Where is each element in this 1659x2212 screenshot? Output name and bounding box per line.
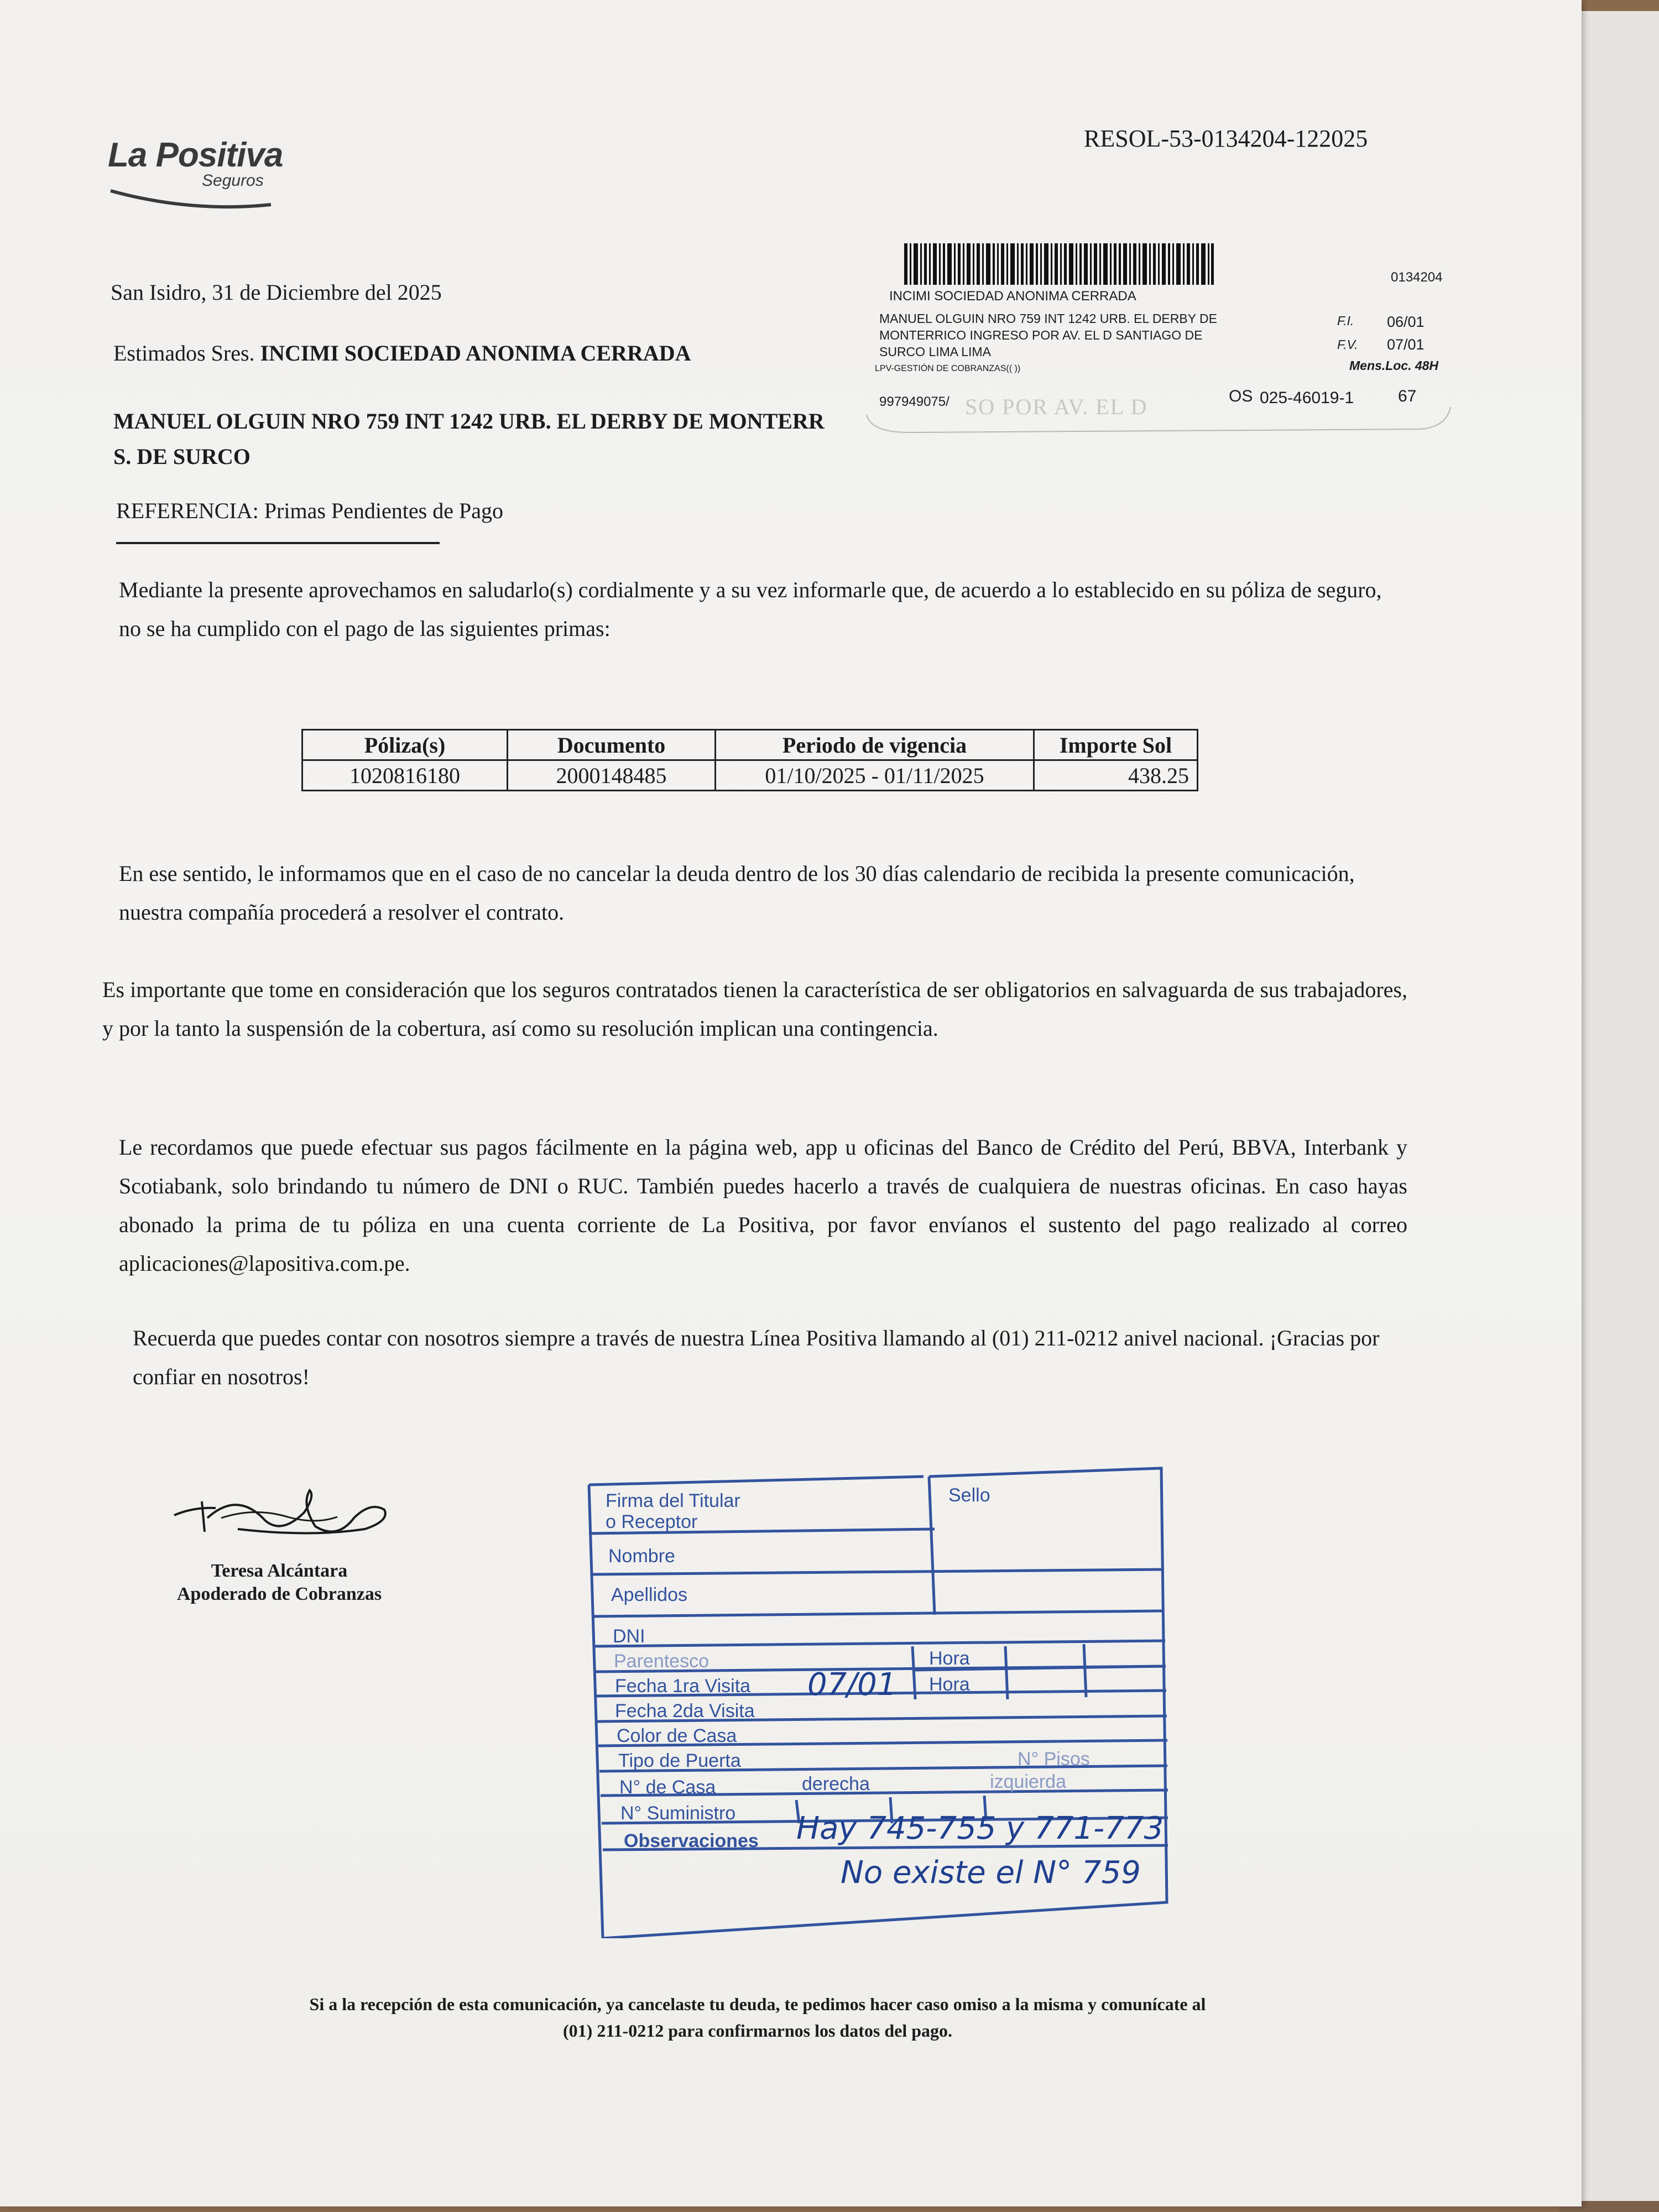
stamp-parentesco: Parentesco <box>614 1651 709 1672</box>
signature-icon <box>171 1474 393 1551</box>
footer-note <box>232 1991 1283 2044</box>
footer-line-1: Si a la recepción de esta comunicación, ya cancelaste tu deuda, te pedimos hacer caso omiso a la misma y comunícate al <box>309 1994 1206 2014</box>
table-header: Póliza(s) <box>302 730 508 760</box>
paragraph-intro: Mediante la presente aprovechamos en saludarlo(s) cordialmente y a su vez informarle que, de acuerdo a lo establecido en su póliza de seguro, no se ha cumplido con el pago de las siguientes primas: <box>119 577 1382 641</box>
table-header: Periodo de vigencia <box>716 730 1034 760</box>
stamp-handwritten-date: 07/01 <box>807 1667 897 1703</box>
stamp-color: Color de Casa <box>617 1725 737 1746</box>
logo-swoosh-icon <box>108 182 274 213</box>
address-line-1: MANUEL OLGUIN NRO 759 INT 1242 URB. EL DERBY DE MONTERR <box>113 409 825 434</box>
label-mens: Mens.Loc. 48H <box>1349 358 1439 373</box>
label-code: 997949075/ <box>879 394 950 409</box>
signer-block <box>155 1559 404 1606</box>
paragraph-payment: Le recordamos que puede efectuar sus pagos fácilmente en la página web, app u oficinas del Banco de Crédito del Perú, BBVA, Interbank y Scotiabank, solo brindando tu número de DNI o RUC. También puedes hacerlo a través de cualquiera de nuestras oficinas. En caso hayas abonado la prima de tu póliza en una cuenta corriente de La Positiva, por favor envíanos el sustento del pago realizado al correo aplicaciones@lapositiva.com.pe. <box>119 1135 1407 1276</box>
table-cell: 2000148485 <box>508 760 716 791</box>
stamp-fecha1: Fecha 1ra Visita <box>615 1676 751 1697</box>
label-name: INCIMI SOCIEDAD ANONIMA CERRADA <box>889 289 1136 304</box>
table-header-row <box>302 730 1198 760</box>
salutation-name: INCIMI SOCIEDAD ANONIMA CERRADA <box>260 341 691 366</box>
stamp-handwritten-observation-2: No existe el N° 759 <box>841 1855 1141 1891</box>
label-fv-value: 07/01 <box>1387 336 1425 353</box>
salutation <box>113 340 691 366</box>
paragraph-notice: En ese sentido, le informamos que en el caso de no cancelar la deuda dentro de los 30 días calendario de recibida la presente comunicación, nuestra compañía procederá a resolver el contrato. <box>119 861 1355 925</box>
label-fv: F.V. <box>1337 337 1358 352</box>
signer-title: Apoderado de Cobranzas <box>176 1584 382 1604</box>
label-ghost-text: SO POR AV. EL D <box>965 394 1148 419</box>
salutation-prefix: Estimados Sres. <box>113 341 260 366</box>
label-fi-value: 06/01 <box>1387 314 1425 330</box>
label-os-value: 025-46019-1 <box>1260 389 1354 407</box>
paragraph-contact: Recuerda que puedes contar con nosotros siempre a través de nuestra Línea Positiva llamando al (01) 211-0212 anivel nacional. ¡Gracias por confiar en nosotros! <box>133 1326 1380 1389</box>
stamp-fecha2: Fecha 2da Visita <box>615 1700 755 1721</box>
table-cell: 01/10/2025 - 01/11/2025 <box>716 760 1034 791</box>
resolution-code: RESOL-53-0134204-122025 <box>1084 125 1368 152</box>
stamp-suministro: N° Suministro <box>620 1803 736 1824</box>
address-line-2: S. DE SURCO <box>113 444 251 469</box>
premiums-table <box>301 729 1198 791</box>
label-os: OS <box>1229 387 1253 405</box>
stamp-npisos: N° Pisos <box>1018 1749 1090 1770</box>
stamp-observaciones: Observaciones <box>624 1830 759 1851</box>
stamp-tipo: Tipo de Puerta <box>618 1750 741 1771</box>
label-edge <box>865 404 1452 437</box>
stamp-receptor: o Receptor <box>606 1511 698 1532</box>
logo-name: La Positiva <box>108 136 283 174</box>
stamp-ncasa: N° de Casa <box>619 1777 716 1798</box>
date-line: San Isidro, 31 de Diciembre del 2025 <box>111 280 442 305</box>
label-address-line: MONTERRICO INGRESO POR AV. EL D SANTIAGO DE <box>879 328 1203 342</box>
stamp-handwritten-observation-1: Hay 745-755 y 771-773 <box>796 1811 1164 1846</box>
logo-subtitle: Seguros <box>202 171 264 190</box>
reception-stamp <box>581 1452 1211 1938</box>
reference: REFERENCIA: Primas Pendientes de Pago <box>116 498 503 523</box>
stamp-derecha: derecha <box>802 1773 870 1794</box>
table-cell: 438.25 <box>1034 760 1198 791</box>
stamp-sello: Sello <box>948 1485 990 1506</box>
table-header: Documento <box>508 730 716 760</box>
reference-underline <box>116 542 440 544</box>
footer-line-2: (01) 211-0212 para confirmarnos los datos del pago. <box>563 2021 952 2041</box>
label-fi: F.I. <box>1337 314 1354 328</box>
stamp-hora-2: Hora <box>929 1674 970 1695</box>
table-header: Importe Sol <box>1034 730 1198 760</box>
signer-name: Teresa Alcántara <box>211 1561 348 1581</box>
stamp-izquierda: izquierda <box>990 1771 1066 1792</box>
stamp-dni: DNI <box>613 1626 645 1647</box>
barcode-icon <box>904 243 1214 285</box>
label-os-number: 67 <box>1398 387 1417 405</box>
label-address-line: SURCO LIMA LIMA <box>879 345 991 359</box>
recipient-address <box>113 404 825 474</box>
stamp-firma: Firma del Titular <box>606 1490 740 1511</box>
stamp-nombre: Nombre <box>608 1546 675 1567</box>
label-number: 0134204 <box>1391 270 1443 285</box>
table-row <box>302 760 1198 791</box>
label-address-line: MANUEL OLGUIN NRO 759 INT 1242 URB. EL DERBY DE <box>879 311 1217 326</box>
table-cell: 1020816180 <box>302 760 508 791</box>
label-gestion: LPV-GESTIÓN DE COBRANZAS(( )) <box>875 364 1021 373</box>
paragraph-importance: Es importante que tome en consideración que los seguros contratados tienen la característica de ser obligatorios en salvaguarda de sus trabajadores, y por la tanto la suspensión de la cobertura, así como su resolución implican una contingencia. <box>102 977 1407 1041</box>
stamp-hora: Hora <box>929 1648 970 1669</box>
stamp-apellidos: Apellidos <box>611 1584 687 1605</box>
